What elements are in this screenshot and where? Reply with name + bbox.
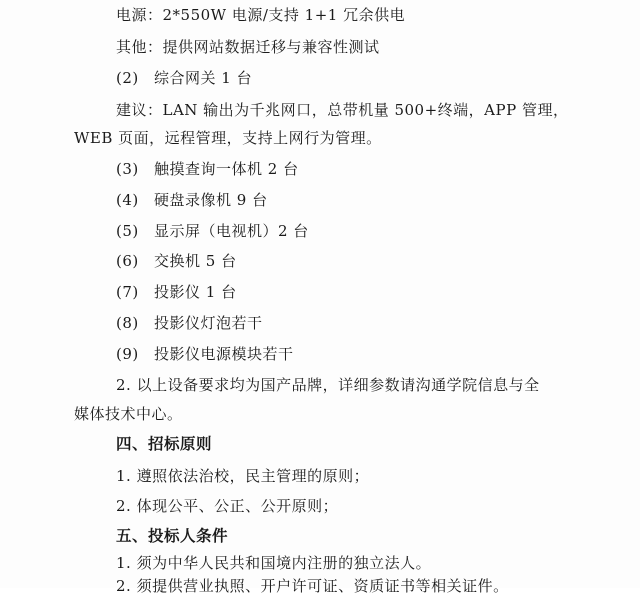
section-heading-bidder xyxy=(116,525,228,547)
list-item xyxy=(116,312,263,334)
section-heading-text: 四、招标原则 xyxy=(116,435,213,453)
other-spec-text: 其他：提供网站数据迁移与兼容性测试 xyxy=(116,38,380,56)
requirement-line-1 xyxy=(116,374,540,396)
advice-line-2 xyxy=(74,127,382,149)
list-item-text: 综合网关 1 台 xyxy=(154,69,253,87)
list-item-number: (5) xyxy=(116,222,139,240)
list-item-number: (2) xyxy=(116,69,139,87)
list-item-text: 投影仪灯泡若干 xyxy=(154,314,263,332)
list-item-number: (6) xyxy=(116,252,139,270)
condition-item xyxy=(116,552,431,574)
list-item-number: (4) xyxy=(116,191,139,209)
power-spec-text: 电源：2*550W 电源/支持 1+1 冗余供电 xyxy=(116,6,406,24)
power-spec-line xyxy=(116,4,405,26)
principle-item xyxy=(116,465,369,487)
list-item-number: (3) xyxy=(116,160,139,178)
advice-text-2: WEB 页面，远程管理，支持上网行为管理。 xyxy=(74,129,382,147)
requirement-line-2 xyxy=(74,403,183,425)
list-item-text: 投影仪电源模块若干 xyxy=(154,345,294,363)
principle-text: 2. 体现公平、公正、公开原则； xyxy=(116,497,339,515)
condition-text: 1. 须为中华人民共和国境内注册的独立法人。 xyxy=(116,554,432,572)
principle-text: 1. 遵照依法治校，民主管理的原则； xyxy=(116,467,370,485)
list-item xyxy=(116,250,237,272)
list-item xyxy=(116,281,237,303)
list-item xyxy=(116,189,268,211)
list-item-text: 交换机 5 台 xyxy=(154,252,237,270)
principle-item xyxy=(116,495,338,517)
list-item-text: 触摸查询一体机 2 台 xyxy=(154,160,299,178)
list-item-number: (9) xyxy=(116,345,139,363)
other-spec-line xyxy=(116,36,380,58)
condition-text: 2. 须提供营业执照、开户许可证、资质证书等相关证件。 xyxy=(116,577,509,595)
condition-item xyxy=(116,575,509,597)
list-item-number: (8) xyxy=(116,314,139,332)
list-item-text: 硬盘录像机 9 台 xyxy=(154,191,268,209)
list-item xyxy=(116,220,309,242)
requirement-text-1: 2. 以上设备要求均为国产品牌，详细参数请沟通学院信息与全 xyxy=(116,376,540,394)
list-item xyxy=(116,67,252,89)
list-item xyxy=(116,343,294,365)
list-item-text: 显示屏（电视机）2 台 xyxy=(154,222,309,240)
advice-text-1: 建议：LAN 输出为千兆网口，总带机量 500+终端，APP 管理， xyxy=(116,101,569,119)
list-item-number: (7) xyxy=(116,283,139,301)
section-heading-principles xyxy=(116,433,212,455)
requirement-text-2: 媒体技术中心。 xyxy=(74,405,183,423)
list-item xyxy=(116,158,299,180)
section-heading-text: 五、投标人条件 xyxy=(116,527,229,545)
advice-line-1 xyxy=(116,99,568,121)
list-item-text: 投影仪 1 台 xyxy=(154,283,237,301)
